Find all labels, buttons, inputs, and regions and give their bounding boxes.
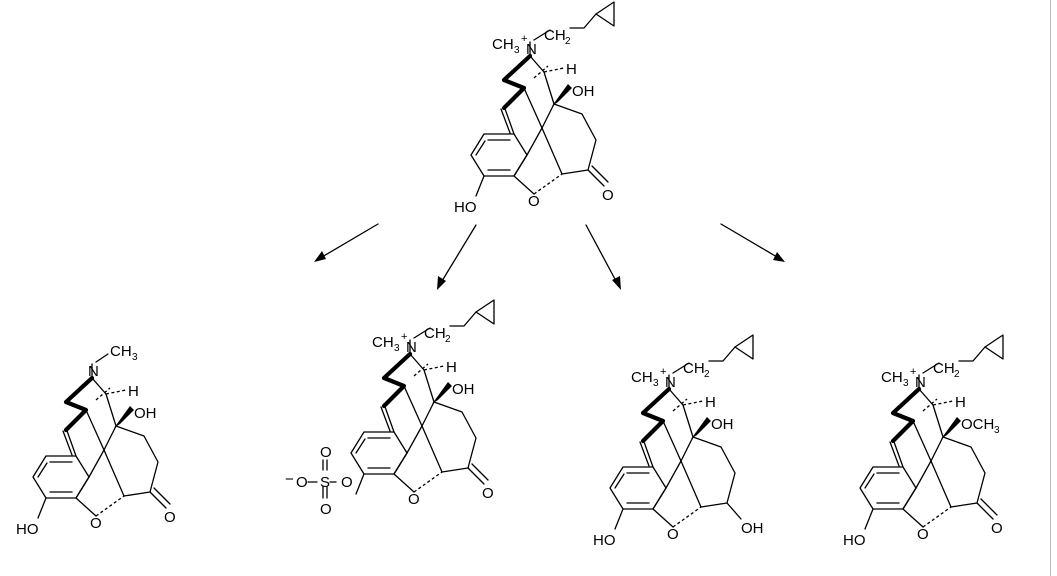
svg-text:OH: OH xyxy=(452,381,475,398)
svg-text:H: H xyxy=(705,394,716,411)
label-ch3: CH xyxy=(492,36,514,53)
svg-text:O: O xyxy=(296,474,308,491)
svg-text:O: O xyxy=(667,526,679,543)
label-plus: + xyxy=(521,33,528,45)
svg-text:CH: CH xyxy=(881,369,903,386)
label-n: N xyxy=(526,41,537,58)
svg-text:O: O xyxy=(482,485,494,502)
svg-text:N: N xyxy=(915,374,926,391)
svg-text:HO: HO xyxy=(16,521,39,538)
svg-text:H: H xyxy=(955,394,966,411)
label-oh: OH xyxy=(572,83,595,100)
svg-text:O: O xyxy=(602,187,614,204)
molecule-product-4 xyxy=(843,335,1003,549)
molecule-product-1 xyxy=(16,343,176,538)
svg-text:OH: OH xyxy=(134,405,157,422)
svg-text:HO: HO xyxy=(843,532,866,549)
svg-text:CH: CH xyxy=(110,343,132,360)
svg-text:+: + xyxy=(660,366,667,378)
sulfate-group xyxy=(285,444,353,518)
svg-text:O: O xyxy=(341,474,353,491)
arrow-3 xyxy=(586,225,621,290)
svg-text:3: 3 xyxy=(994,425,1000,436)
label-h: H xyxy=(566,61,577,78)
svg-text:N: N xyxy=(88,363,99,380)
svg-text:N: N xyxy=(406,339,417,356)
svg-text:3: 3 xyxy=(903,378,909,389)
svg-text:3: 3 xyxy=(514,45,520,56)
molecule-parent xyxy=(454,2,614,216)
arrow-4 xyxy=(721,224,785,262)
svg-text:+: + xyxy=(910,366,917,378)
svg-text:O: O xyxy=(90,515,102,532)
svg-text:OH: OH xyxy=(711,416,734,433)
svg-text:N: N xyxy=(665,374,676,391)
label-o: O xyxy=(528,193,540,210)
svg-text:CH: CH xyxy=(683,360,705,377)
label-minus: − xyxy=(285,471,294,488)
svg-text:O: O xyxy=(917,526,929,543)
svg-text:O: O xyxy=(408,491,420,508)
svg-text:S: S xyxy=(320,474,331,491)
label-och3: OCH xyxy=(961,416,995,433)
svg-text:+: + xyxy=(401,331,408,343)
svg-text:2: 2 xyxy=(445,334,451,345)
svg-text:CH: CH xyxy=(424,325,446,342)
label-oh-c6: OH xyxy=(741,520,764,537)
svg-text:O: O xyxy=(991,520,1003,537)
svg-text:H: H xyxy=(128,383,139,400)
svg-text:CH: CH xyxy=(372,334,394,351)
svg-text:O: O xyxy=(164,509,176,526)
arrow-1 xyxy=(314,224,378,262)
svg-text:3: 3 xyxy=(394,343,400,354)
svg-text:CH: CH xyxy=(631,369,653,386)
svg-text:O: O xyxy=(320,501,332,518)
svg-text:3: 3 xyxy=(132,352,138,363)
svg-text:2: 2 xyxy=(565,36,571,47)
svg-text:CH: CH xyxy=(933,360,955,377)
svg-text:O: O xyxy=(320,444,332,461)
svg-text:2: 2 xyxy=(704,369,710,380)
label-ho: HO xyxy=(454,199,477,216)
svg-text:H: H xyxy=(446,359,457,376)
molecule-product-3 xyxy=(593,335,764,549)
molecule-product-2 xyxy=(285,300,494,518)
svg-text:3: 3 xyxy=(653,378,659,389)
arrow-2 xyxy=(437,225,476,290)
svg-text:CH: CH xyxy=(544,27,566,44)
arrows xyxy=(314,224,785,290)
svg-text:2: 2 xyxy=(954,369,960,380)
svg-text:HO: HO xyxy=(593,532,616,549)
